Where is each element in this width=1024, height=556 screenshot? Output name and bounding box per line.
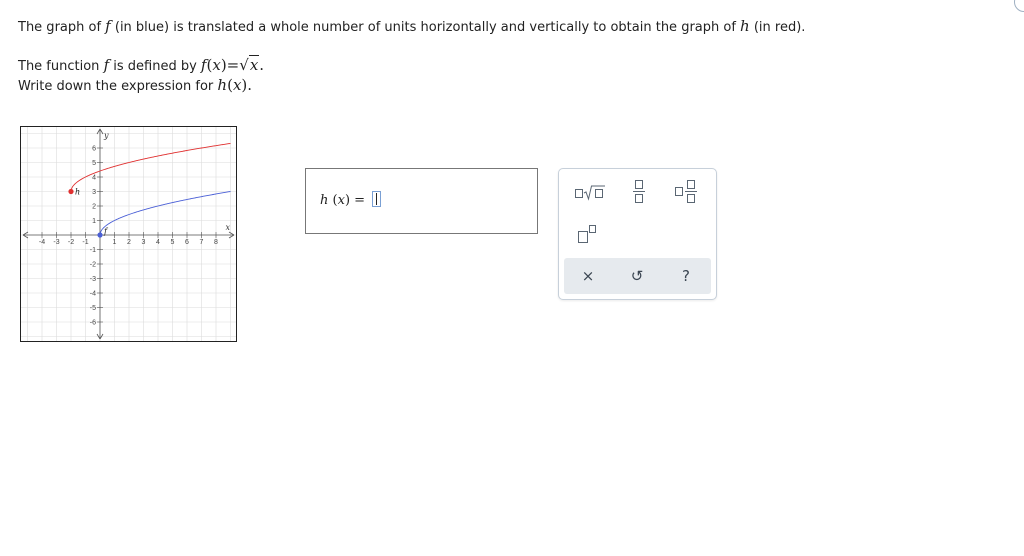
x-tick-label: -2 (67, 239, 75, 246)
x-tick-label: 3 (141, 239, 146, 246)
y-tick-label: -3 (89, 276, 96, 283)
fraction-template-icon (619, 177, 659, 207)
function-h-symbol: h (740, 17, 750, 35)
x-tick-label: 4 (156, 239, 160, 246)
answer-input-box[interactable] (305, 168, 538, 234)
start-point-f (97, 232, 102, 237)
problem-text-part: The function (18, 59, 104, 74)
problem-line-2 (18, 56, 264, 74)
definition-period: . (259, 56, 265, 74)
variable-x: x (232, 76, 242, 94)
undo-button[interactable] (613, 258, 661, 294)
answer-function-name: h (320, 193, 329, 208)
math-palette (558, 168, 717, 300)
problem-text-part: (in blue) is translated a whole number of units horizontally and vertically to obtain the graph of (110, 20, 741, 35)
x-tick-label: -4 (38, 239, 46, 246)
root-template-button[interactable] (571, 177, 611, 207)
label-f: f (104, 227, 107, 236)
y-tick-label: 1 (92, 218, 96, 225)
y-tick-label: -2 (89, 261, 96, 269)
y-tick-label: 3 (92, 189, 96, 196)
y-tick-label: -6 (89, 319, 96, 327)
definition-function-name: f (200, 56, 207, 74)
paren-open: ( (227, 76, 233, 94)
x-tick-label: 2 (127, 239, 131, 246)
y-tick-label: 2 (92, 203, 96, 211)
graph-svg (21, 127, 236, 341)
function-f-symbol: f (103, 56, 110, 74)
undo-icon: ↺ (630, 267, 644, 285)
root-template-icon (571, 177, 611, 207)
mixed-number-template-button[interactable] (667, 177, 707, 207)
start-point-h (68, 189, 73, 194)
y-tick-label: 5 (92, 160, 96, 167)
answer-expression (320, 191, 381, 208)
y-axis-label: y (104, 131, 109, 140)
problem-text-part: Write down the expression for (18, 79, 218, 94)
y-tick-label: 6 (92, 145, 96, 153)
partial-circle-button[interactable] (1014, 0, 1024, 12)
y-tick-label: -1 (89, 247, 96, 254)
x-tick-label: -3 (53, 239, 60, 246)
exponent-template-button[interactable] (571, 219, 611, 249)
definition-paren-close: ) (220, 56, 227, 74)
y-tick-label: -4 (89, 290, 96, 298)
answer-paren-open: ( (332, 193, 338, 208)
sqrt-symbol: √ (239, 56, 249, 74)
x-tick-label: 5 (170, 239, 175, 246)
y-tick-label: -5 (89, 305, 96, 312)
sqrt-radicand: x (249, 56, 259, 74)
answer-entry-field[interactable] (372, 191, 381, 207)
palette-action-bar (564, 258, 711, 294)
definition-equals: = (226, 56, 240, 74)
x-tick-label: 8 (214, 239, 218, 246)
curve-f (100, 192, 231, 236)
label-h: h (75, 187, 81, 197)
problem-text-part: is defined by (109, 59, 201, 74)
problem-line-1 (18, 17, 805, 35)
x-tick-label: -1 (82, 239, 89, 246)
x-tick-label: 1 (112, 239, 117, 246)
answer-equals: = (354, 193, 366, 208)
y-tick-label: 4 (92, 174, 96, 182)
help-icon: ? (682, 267, 690, 285)
coordinate-graph (20, 126, 237, 342)
mixed-number-template-icon (667, 177, 707, 207)
x-axis-label: x (225, 223, 230, 232)
fraction-template-button[interactable] (619, 177, 659, 207)
problem-text-part: The graph of (18, 20, 106, 35)
definition-paren-open: ( (206, 56, 213, 74)
help-button[interactable] (662, 258, 710, 294)
close-icon: × (581, 267, 595, 285)
problem-text-part: (in red). (749, 20, 806, 35)
problem-line-3 (18, 76, 252, 94)
paren-close-period: ). (241, 76, 253, 94)
function-h-symbol: h (217, 76, 228, 94)
definition-variable: x (212, 56, 221, 74)
exponent-template-icon (571, 219, 611, 249)
x-tick-label: 7 (199, 239, 204, 246)
answer-paren-close: ) (344, 193, 351, 208)
x-tick-label: 6 (185, 239, 189, 246)
clear-button[interactable] (564, 258, 612, 294)
function-f-symbol: f (105, 17, 111, 35)
answer-variable: x (337, 193, 345, 208)
